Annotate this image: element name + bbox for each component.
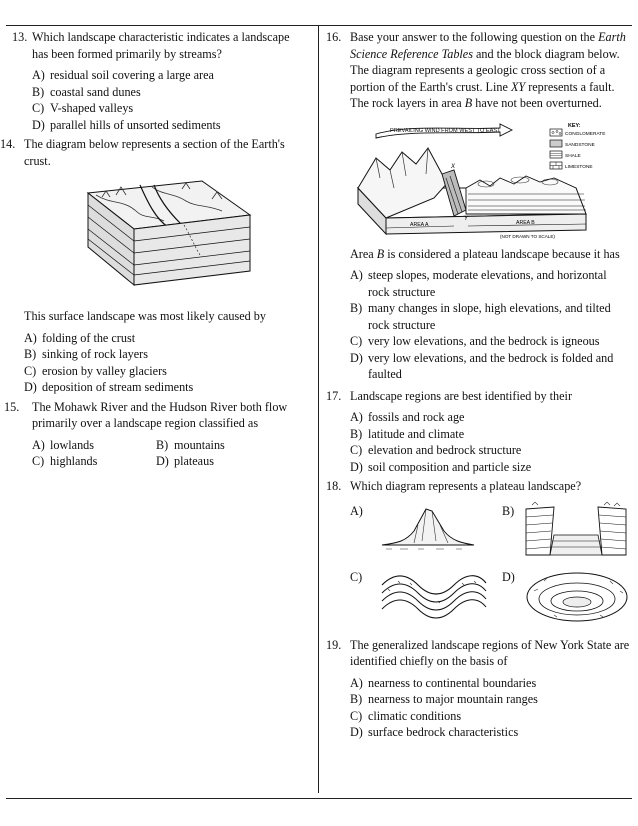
option-text: nearness to continental boundaries (368, 675, 537, 690)
question-16 (326, 29, 630, 383)
area-label: B (376, 246, 385, 261)
option-letter: A) (350, 675, 363, 690)
area-label: B (464, 96, 473, 110)
option-letter: A) (350, 268, 363, 282)
top-rule (6, 25, 632, 26)
option-text: surface bedrock characteristics (368, 725, 519, 739)
column-divider (318, 25, 319, 793)
option-b[interactable] (32, 84, 308, 101)
option-d[interactable] (24, 379, 308, 396)
option-a[interactable] (32, 437, 156, 454)
question-17 (326, 388, 630, 476)
question-number: 15. (4, 399, 20, 414)
option-text: steep slopes, moderate elevations, and horizontal rock structure (368, 268, 607, 299)
option-letter: B) (24, 347, 37, 361)
question-number: 17. (326, 388, 342, 403)
folded-layers-diagram (378, 567, 490, 623)
question-stem: Landscape regions are best identified by their (350, 388, 572, 403)
question-number: 14. (0, 137, 16, 151)
line-label: XY (510, 79, 526, 94)
option-letter: C) (350, 443, 363, 457)
option-text: erosion by valley glaciers (42, 363, 167, 378)
question-18 (326, 478, 630, 627)
dome-diagram (524, 567, 630, 627)
choice-letter: A) (350, 503, 363, 518)
option-text: very low elevations, and the bedrock is igneous (368, 334, 600, 348)
answer-options (350, 409, 630, 475)
option-letter: D) (156, 454, 169, 468)
option-letter: D) (350, 350, 363, 365)
option-text: nearness to major mountain ranges (368, 692, 538, 706)
stem-part: Base your answer to the following question on the (350, 30, 599, 44)
fault-label-x: X (451, 163, 456, 170)
right-column (326, 29, 630, 741)
shale-swatch (550, 151, 562, 158)
option-text: many changes in slope, high elevations, and tilted rock structure (368, 301, 611, 332)
question-number: 18. (326, 479, 342, 493)
option-letter: C) (24, 363, 37, 378)
option-letter: D) (350, 725, 363, 739)
choice-d[interactable] (502, 567, 630, 627)
question-number: 13. (12, 30, 28, 44)
option-d[interactable] (156, 453, 280, 470)
option-letter: D) (32, 117, 45, 132)
answer-options (24, 330, 308, 396)
option-text: fossils and rock age (368, 410, 465, 424)
scale-note: (NOT DRAWN TO SCALE) (500, 233, 555, 239)
question-15 (4, 399, 308, 470)
area-a-label: AREA A (410, 221, 429, 228)
option-b[interactable] (350, 426, 630, 443)
answer-options (350, 675, 630, 741)
option-letter: A) (32, 68, 45, 82)
question-14 (0, 136, 308, 396)
option-b[interactable] (24, 346, 308, 363)
option-text: folding of the crust (42, 330, 136, 345)
question-number: 19. (326, 637, 342, 652)
option-d[interactable] (350, 724, 630, 741)
option-d[interactable] (32, 117, 308, 134)
option-c[interactable] (350, 333, 630, 350)
option-text: V-shaped valleys (50, 101, 134, 115)
left-column (0, 29, 308, 470)
key-title: KEY: (568, 122, 581, 129)
followup-part: is considered a plateau landscape because it has (384, 246, 620, 261)
geologic-block-diagram (350, 118, 630, 240)
faulted-plateau-diagram (524, 501, 628, 561)
bottom-rule (6, 798, 632, 799)
key-conglomerate: CONGLOMERATE (565, 131, 606, 137)
option-text: elevation and bedrock structure (368, 443, 522, 457)
option-text: mountains (174, 437, 225, 452)
reference-tables-title: Earth Science Reference Tables (350, 30, 626, 61)
option-c[interactable] (32, 453, 156, 470)
option-a[interactable] (350, 409, 630, 426)
option-c[interactable] (32, 100, 308, 117)
option-a[interactable] (350, 267, 630, 300)
question-stem: The Mohawk River and the Hudson River both flow primarily over a landscape region classified as (32, 399, 288, 430)
option-letter: B) (350, 426, 363, 441)
diagram-row-cd (350, 567, 630, 627)
option-text: latitude and climate (368, 426, 465, 441)
question-stem: The generalized landscape regions of New York State are identified chiefly on the basis of (350, 637, 630, 668)
option-letter: B) (156, 437, 169, 452)
option-letter: C) (32, 101, 45, 115)
option-letter: B) (350, 692, 363, 706)
choice-b[interactable] (502, 501, 628, 561)
option-text: sinking of rock layers (42, 347, 148, 361)
option-text: plateaus (174, 454, 214, 468)
wind-label: PREVAILING WIND FROM WEST TO EAST (390, 127, 501, 134)
option-b[interactable] (350, 300, 630, 333)
option-letter: B) (350, 301, 363, 315)
option-letter: D) (350, 459, 363, 474)
choice-letter: B) (502, 503, 515, 518)
option-letter: C) (350, 334, 363, 348)
option-letter: A) (24, 330, 37, 345)
option-text: residual soil covering a large area (50, 68, 214, 82)
question-number: 16. (326, 30, 342, 44)
option-letter: B) (32, 84, 45, 99)
stem-part: have not been overturned. (472, 96, 602, 110)
option-b[interactable] (350, 691, 630, 708)
key-shale: SHALE (565, 153, 581, 159)
question-stem: Which landscape characteristic indicates a landscape has been formed primarily by streams? (32, 30, 290, 61)
option-letter: A) (350, 410, 363, 424)
question-stem: Which diagram represents a plateau landscape? (350, 479, 582, 493)
option-d[interactable] (350, 459, 630, 476)
option-text: coastal sand dunes (50, 84, 141, 99)
option-text: soil composition and particle size (368, 459, 532, 474)
option-a[interactable] (32, 67, 308, 84)
question-stem (350, 29, 630, 112)
choice-letter: D) (502, 569, 515, 584)
choice-c[interactable] (350, 567, 490, 623)
followup-part: Area (350, 246, 377, 261)
fault-label-y: Y (464, 215, 469, 222)
area-b-label: AREA B (516, 219, 535, 226)
option-text: climatic conditions (368, 708, 462, 723)
stem-part: represents a fault. The rock layers in area (350, 79, 615, 110)
choice-letter: C) (350, 569, 363, 584)
option-letter: C) (350, 708, 363, 723)
sandstone-swatch (550, 140, 562, 147)
diagram-row-ab (350, 501, 630, 561)
question-stem: The diagram below represents a section of the Earth's crust. (24, 137, 285, 168)
crust-section-diagram (82, 175, 257, 300)
option-c[interactable] (350, 708, 630, 725)
question-13 (8, 29, 308, 133)
option-letter: C) (32, 454, 45, 468)
option-text: deposition of stream sediments (42, 380, 194, 394)
answer-options (32, 67, 308, 133)
option-d[interactable] (350, 350, 630, 383)
question-followup (350, 246, 630, 263)
option-text: very low elevations, and the bedrock is folded and faulted (368, 350, 614, 381)
question-followup: This surface landscape was most likely caused by (24, 309, 266, 323)
option-text: lowlands (50, 437, 95, 452)
option-c[interactable] (350, 442, 630, 459)
option-b[interactable] (156, 437, 280, 454)
option-letter: A) (32, 437, 45, 452)
option-text: highlands (50, 454, 98, 468)
key-sandstone: SANDSTONE (565, 142, 595, 148)
answer-options (350, 267, 630, 383)
volcanic-mountain-diagram (378, 501, 478, 553)
stem-part: and the block diagram below. The diagram represents a geologic cross section of a portion of the Earth's crust. Line (350, 46, 620, 94)
answer-options (32, 437, 308, 470)
choice-a[interactable] (350, 501, 478, 553)
key-limestone: LIMESTONE (565, 164, 593, 170)
option-text: parallel hills of unsorted sediments (50, 117, 221, 132)
question-19 (326, 637, 630, 741)
option-a[interactable] (24, 330, 308, 347)
option-c[interactable] (24, 363, 308, 380)
option-letter: D) (24, 380, 37, 394)
option-a[interactable] (350, 675, 630, 692)
